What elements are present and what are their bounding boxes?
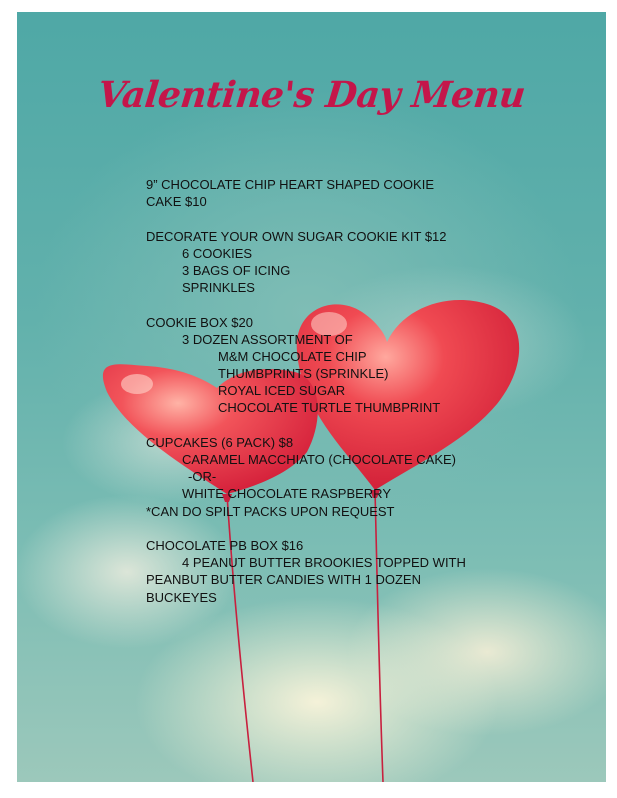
menu-item-cookie-box [146,314,586,417]
menu-title: Valentine's Day Menu [95,74,528,116]
menu-item-cupcakes [146,434,586,520]
menu-list [146,176,586,606]
item-detail: SPRINKLES [182,280,255,296]
item-option: CARAMEL MACCHIATO (CHOCOLATE CAKE) [182,452,456,467]
item-name: COOKIE BOX $20 [146,314,253,330]
item-name: CHOCOLATE PB BOX $16 [146,537,304,553]
item-detail: 3 DOZEN ASSORTMENT OF [182,331,353,347]
item-detail: 4 PEANUT BUTTER BROOKIES TOPPED WITH [182,555,466,571]
menu-page [17,12,606,782]
menu-item-pb-box [146,537,586,606]
item-detail: 3 BAGS OF ICING [182,262,291,278]
item-sub-detail: M&M CHOCOLATE CHIP [218,348,367,364]
menu-item-cookie-cake [146,176,586,210]
item-sub-detail: ROYAL ICED SUGAR [218,383,346,399]
menu-item-sugar-cookie-kit [146,228,586,297]
item-detail: BUCKEYES [146,589,217,605]
item-detail: 6 COOKIES [182,245,253,261]
item-option: -OR- [188,469,217,485]
item-note: *CAN DO SPILT PACKS UPON REQUEST [146,503,395,519]
item-sub-detail: CHOCOLATE TURTLE THUMBPRINT [218,400,441,416]
item-name: CUPCAKES (6 PACK) $8 [146,434,294,450]
item-name: CAKE $10 [146,194,207,210]
item-detail: PEANBUT BUTTER CANDIES WITH 1 DOZEN [146,572,421,588]
item-name: DECORATE YOUR OWN SUGAR COOKIE KIT $12 [146,228,447,244]
item-name: 9” CHOCOLATE CHIP HEART SHAPED COOKIE [146,177,434,192]
item-sub-detail: THUMBPRINTS (SPRINKLE) [218,366,389,382]
item-option: WHITE CHOCOLATE RASPBERRY [182,486,391,502]
